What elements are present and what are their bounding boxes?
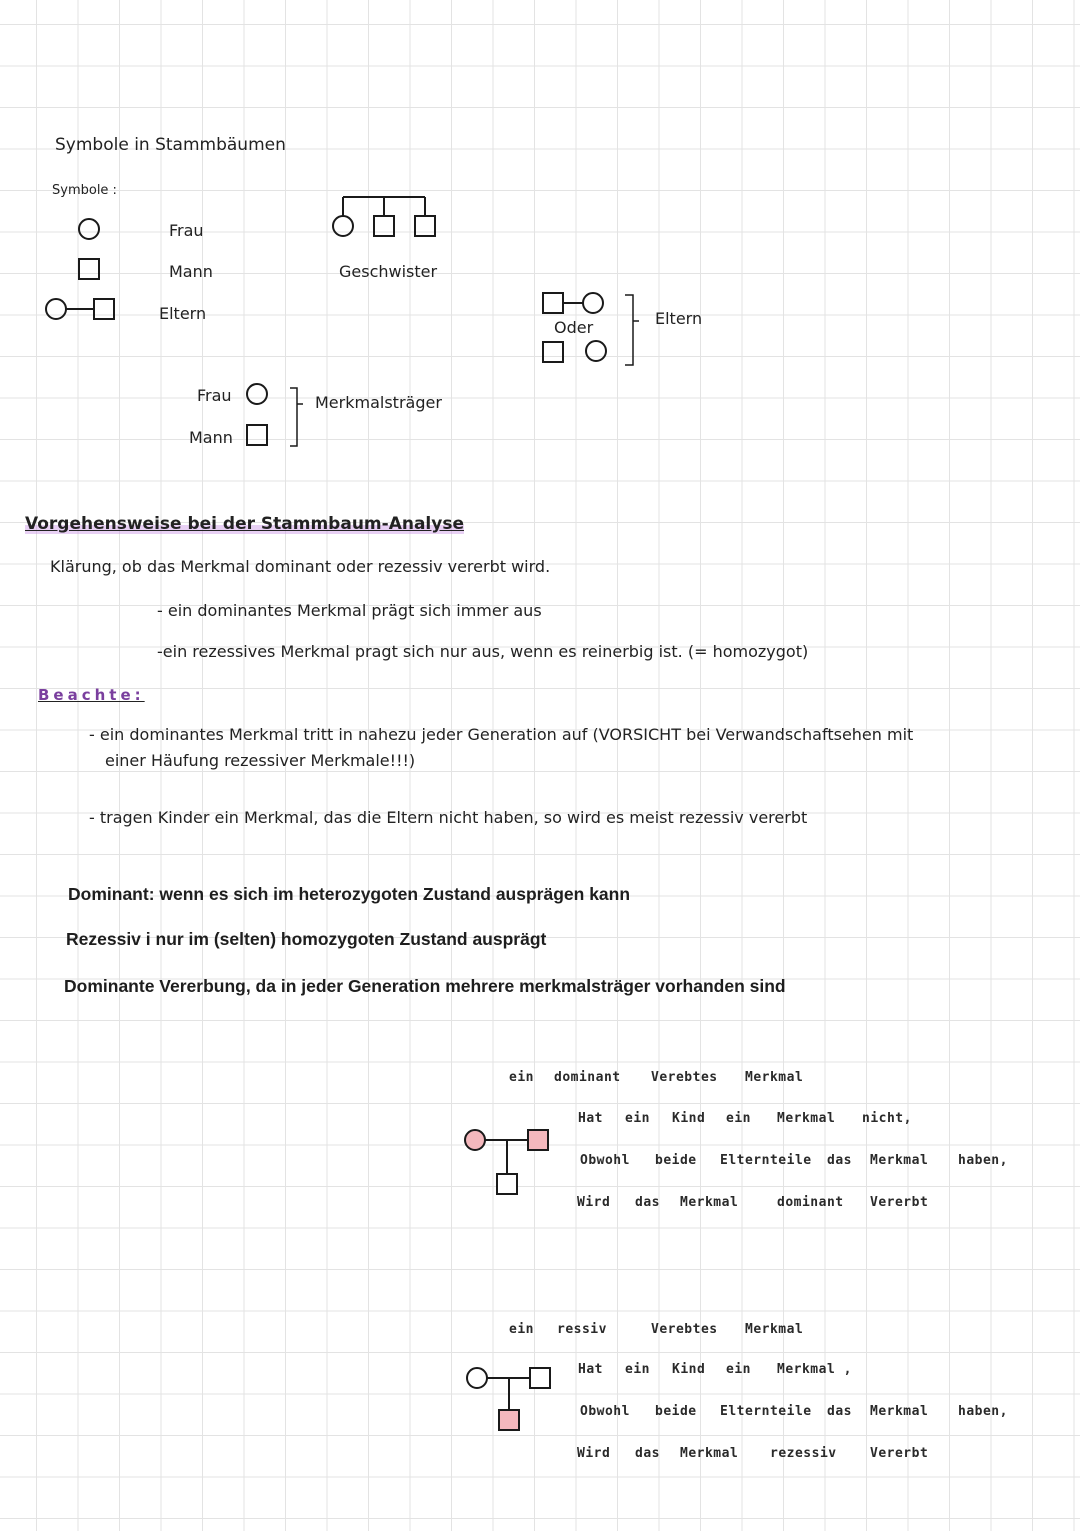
symbols-label: Symbole : xyxy=(52,183,117,198)
note-dominant-line2: einer Häufung rezessiver Merkmale!!!) xyxy=(105,751,416,770)
label-traeger-frau: Frau xyxy=(197,386,232,405)
hw-text: Merkmal xyxy=(870,1404,929,1419)
label-geschwister: Geschwister xyxy=(339,262,438,281)
hw-text: nicht, xyxy=(862,1111,912,1126)
hw-text: rezessiv xyxy=(770,1446,837,1461)
label-traeger-mann: Mann xyxy=(189,428,233,447)
hw-text: Kind xyxy=(672,1362,706,1377)
intro-text: Klärung, ob das Merkmal dominant oder rezessiv vererbt wird. xyxy=(50,557,551,576)
female-circle-icon xyxy=(76,216,102,242)
bullet-rezessiv: -ein rezessives Merkmal pragt sich nur aus, wenn es reinerbig ist. (= homozygot) xyxy=(157,642,809,661)
hw-merkmal: Merkmal xyxy=(745,1070,804,1085)
hw-text: ein xyxy=(726,1111,751,1126)
note-rezessiv: - tragen Kinder ein Merkmal, das die Eltern nicht haben, so wird es meist rezessiv vererbt xyxy=(89,808,808,827)
hw-merkmal: Merkmal xyxy=(745,1322,804,1337)
hw-text: Elternteile xyxy=(720,1153,812,1168)
affected-male-icon xyxy=(244,422,270,448)
beachte-label: Beachte: xyxy=(38,686,145,704)
hw-text: Merkmal xyxy=(777,1111,836,1126)
hw-text: das xyxy=(827,1153,852,1168)
definition-dominant: Dominant: wenn es sich im heterozygoten Zustand ausprägen kann xyxy=(68,884,631,904)
pedigree-rezessiv-icon xyxy=(463,1366,558,1436)
hw-text: Kind xyxy=(672,1111,706,1126)
hw-text: Elternteile xyxy=(720,1404,812,1419)
hw-ein: ein xyxy=(509,1322,534,1337)
hw-ein: ein xyxy=(509,1070,534,1085)
hw-verebtes: Verebtes xyxy=(651,1070,718,1085)
pedigree-dominant-icon xyxy=(460,1127,555,1197)
hw-text: Vererbt xyxy=(870,1195,929,1210)
hw-text: das xyxy=(635,1195,660,1210)
hw-text: Wird xyxy=(577,1195,611,1210)
hw-text: ein xyxy=(625,1111,650,1126)
label-frau: Frau xyxy=(169,221,204,240)
section-title-symbole: Symbole in Stammbäumen xyxy=(55,135,286,155)
hw-text: Vererbt xyxy=(870,1446,929,1461)
hw-text: dominant xyxy=(777,1195,844,1210)
affected-female-icon xyxy=(244,381,270,407)
hw-text: das xyxy=(635,1446,660,1461)
hw-text: beide xyxy=(655,1404,697,1419)
hw-type: ressiv xyxy=(557,1322,607,1337)
hw-verebtes: Verebtes xyxy=(651,1322,718,1337)
male-square-icon xyxy=(76,256,102,282)
label-eltern-variants: Eltern xyxy=(655,309,703,328)
hw-text: Merkmal xyxy=(680,1195,739,1210)
hw-text: Wird xyxy=(577,1446,611,1461)
conclusion-text: Dominante Vererbung, da in jeder Generation mehrere merkmalsträger vorhanden sind xyxy=(64,976,786,996)
hw-text: Merkmal xyxy=(680,1446,739,1461)
hw-text: ein xyxy=(726,1362,751,1377)
hw-text: haben, xyxy=(958,1404,1008,1419)
hw-text: das xyxy=(827,1404,852,1419)
bracket-icon xyxy=(288,386,308,450)
hw-type: dominant xyxy=(554,1070,621,1085)
hw-text: Hat xyxy=(578,1362,603,1377)
hw-text: beide xyxy=(655,1153,697,1168)
hw-text: ein xyxy=(625,1362,650,1377)
hw-text: Obwohl xyxy=(580,1404,630,1419)
label-oder: Oder xyxy=(554,318,594,337)
hw-text: Hat xyxy=(578,1111,603,1126)
hw-text: Merkmal , xyxy=(777,1362,852,1377)
hw-text: haben, xyxy=(958,1153,1008,1168)
label-eltern: Eltern xyxy=(159,304,207,323)
hw-text: Obwohl xyxy=(580,1153,630,1168)
hw-text: Merkmal xyxy=(870,1153,929,1168)
note-dominant-line1: - ein dominantes Merkmal tritt in nahezu jeder Generation auf (VORSICHT bei Verwandschaftsehen mit xyxy=(89,725,914,744)
section-title-vorgehensweise: Vorgehensweise bei der Stammbaum-Analyse xyxy=(25,514,464,534)
parents-couple-icon xyxy=(42,296,122,322)
siblings-icon xyxy=(328,192,442,240)
label-merkmalstraeger: Merkmalsträger xyxy=(315,393,442,412)
label-mann: Mann xyxy=(169,262,213,281)
definition-rezessiv: Rezessiv i nur im (selten) homozygoten Zustand ausprägt xyxy=(66,929,547,949)
bullet-dominant: - ein dominantes Merkmal prägt sich immer aus xyxy=(157,601,542,620)
